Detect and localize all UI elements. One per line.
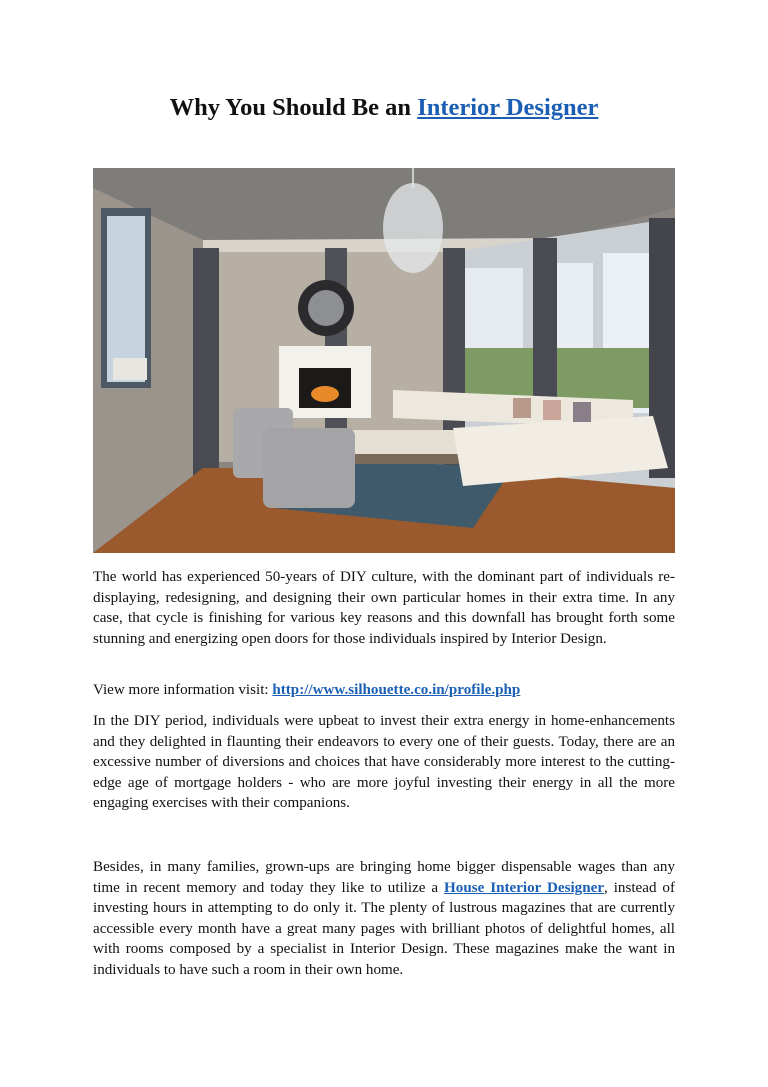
paragraph-families xyxy=(93,857,675,980)
paragraph-visit xyxy=(93,680,675,701)
house-interior-designer-link[interactable]: House Interior Designer xyxy=(444,879,605,896)
paragraph4-before-text: Besides, in many families, grown-ups are bringing home bigger dispensable wages than any time in recent memory and today they like to utilize a xyxy=(93,859,675,896)
page-title xyxy=(0,94,768,122)
interior-living-room-photo xyxy=(93,168,675,553)
living-room-illustration xyxy=(93,168,675,553)
profile-url-link[interactable]: http://www.silhouette.co.in/profile.php xyxy=(272,682,521,698)
paragraph-diy-culture: The world has experienced 50-years of DIY culture, with the dominant part of individuals re-displaying, redesigning, and designing their own particular homes in their extra time. In any case, that cycle is finishing for various key reasons and this downfall has brought forth some stunning and energizing open doors for those individuals inspired by Interior Design. xyxy=(93,569,675,647)
visit-label: View more information visit: xyxy=(93,682,273,698)
paragraph-diy-period: In the DIY period, individuals were upbeat to invest their extra energy in home-enhancements and they delighted in flaunting their endeavors to every one of their guests. Today, there are an excessive number of diversions and choices that have considerably more interest to the cutting-edge age of mortgage holders - who are more joyful investing their energy in all the more engaging exercises with their companions. xyxy=(93,713,675,811)
title-link-interior-designer[interactable]: Interior Designer xyxy=(417,94,599,121)
paragraph4-after-text: , instead of investing hours in attempting to do only it. The plenty of lustrous magazines that are currently accessible every month have a great many pages with brilliant photos of delightful homes, all with rooms composed by a specialist in Interior Design. These magazines make the want in individuals to have such a room in their own home. xyxy=(93,879,675,978)
title-prefix: Why You Should Be an xyxy=(169,94,418,121)
